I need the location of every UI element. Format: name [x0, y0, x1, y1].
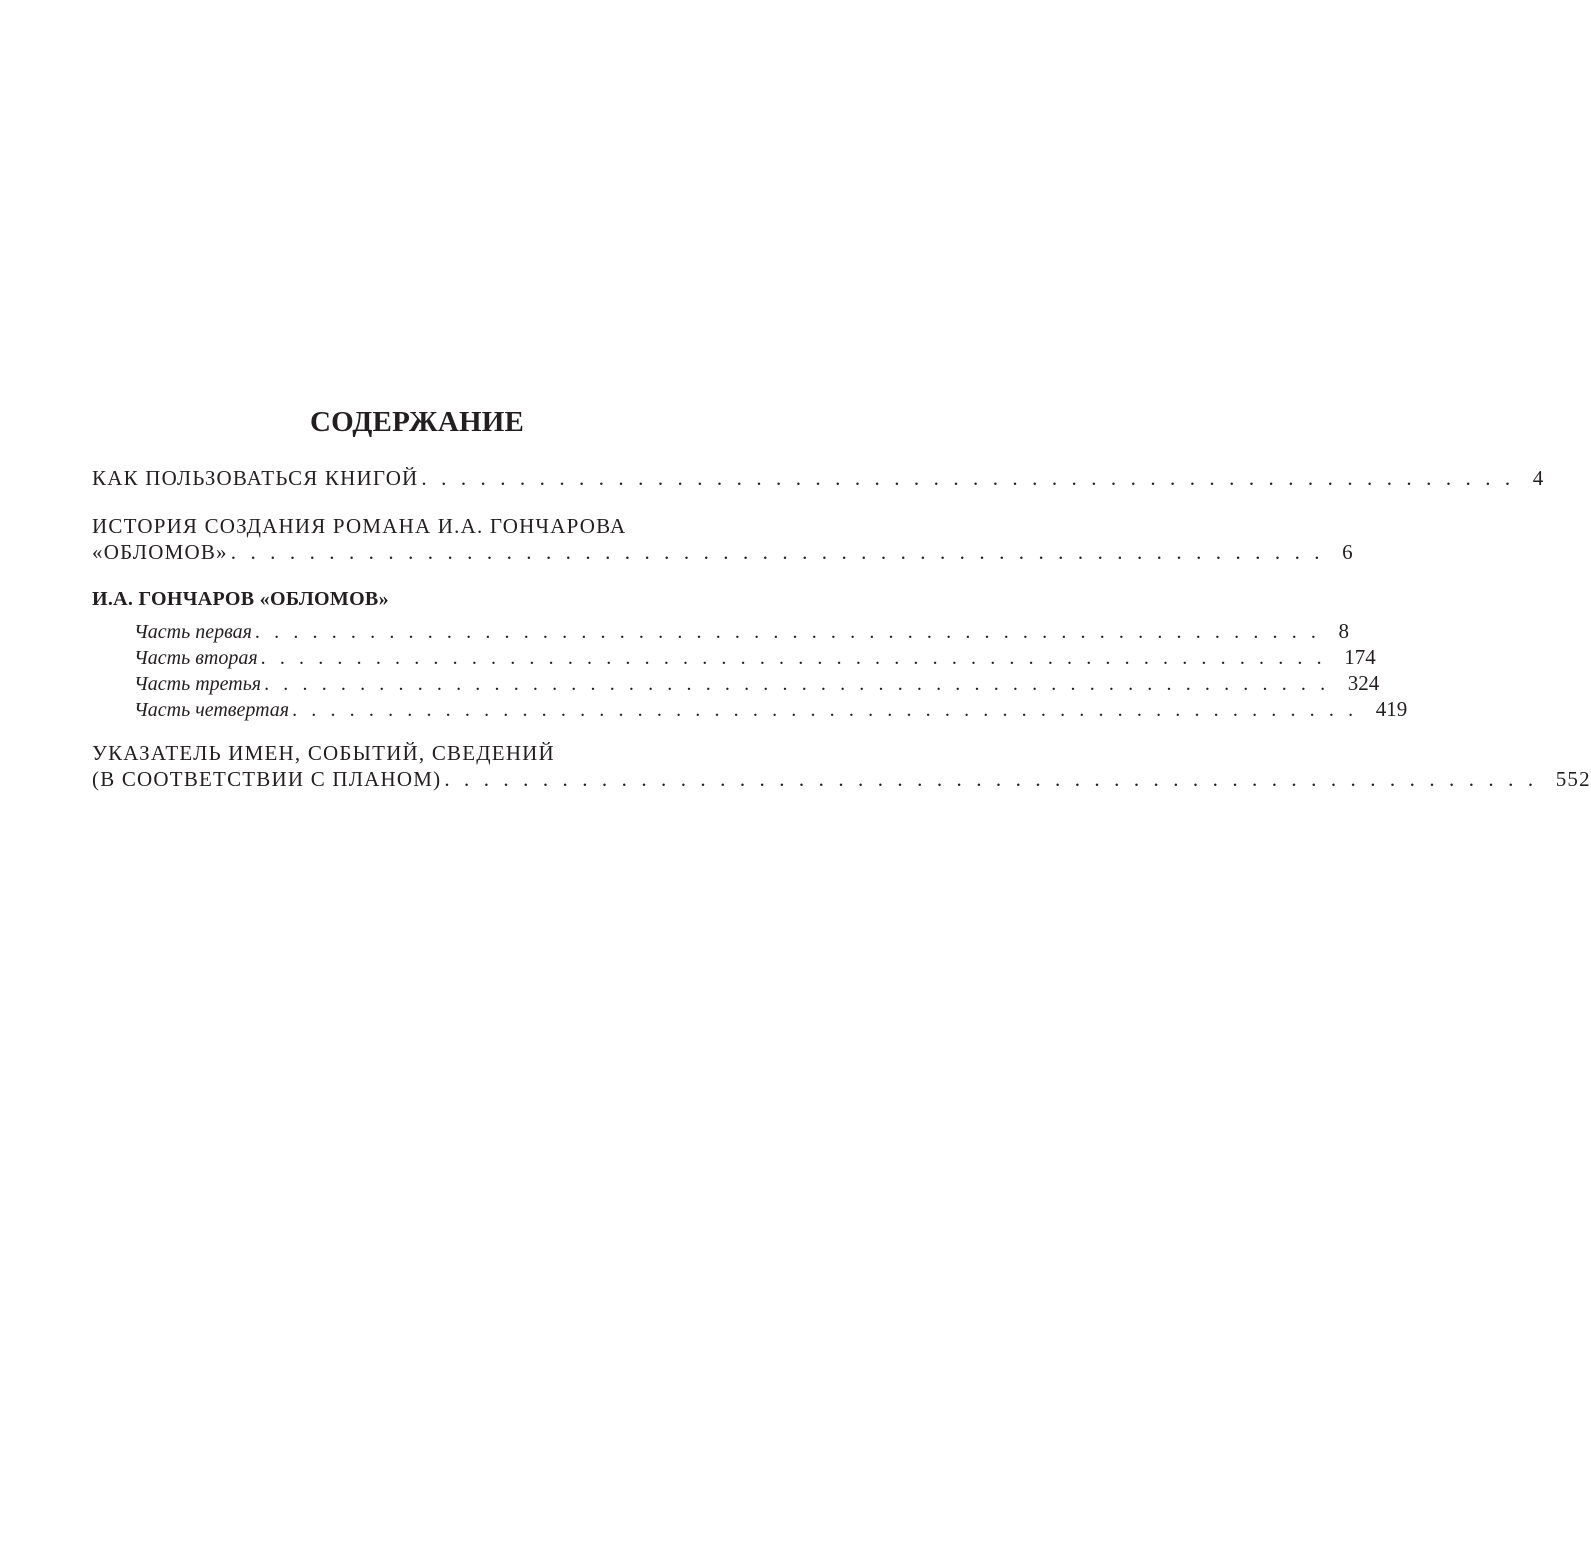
toc-entry-page: 6: [1342, 540, 1354, 564]
toc-entry-label: (В СООТВЕТСТВИИ С ПЛАНОМ): [92, 767, 442, 791]
dot-leader: . . . . . . . . . . . . . . . . . . . . . . . . . . . . . . . . . . . . . . . . . . . . . . . . . . . . . . . .: [264, 673, 1330, 695]
toc-entry-history[interactable]: [92, 540, 1354, 565]
toc-part-label: Часть четвертая: [134, 699, 290, 721]
dot-leader: . . . . . . . . . . . . . . . . . . . . . . . . . . . . . . . . . . . . . . . . . . . . . . . . . . . . . . . .: [230, 540, 1325, 564]
toc-part-page: 419: [1375, 697, 1408, 721]
dot-leader: . . . . . . . . . . . . . . . . . . . . . . . . . . . . . . . . . . . . . . . . . . . . . . . . . . . . . . . .: [254, 621, 1321, 643]
toc-entry-index-line1[interactable]: УКАЗАТЕЛЬ ИМЕН, СОБЫТИЙ, СВЕДЕНИЙ: [92, 741, 555, 765]
dot-leader: . . . . . . . . . . . . . . . . . . . . . . . . . . . . . . . . . . . . . . . . . . . . . . . . . . . . . . . .: [292, 699, 1358, 721]
toc-entry-index[interactable]: [92, 767, 1591, 792]
toc-section-heading[interactable]: И.А. ГОНЧАРОВ «ОБЛОМОВ»: [92, 588, 389, 610]
toc-part-4[interactable]: [134, 697, 1408, 722]
toc-part-page: 324: [1347, 671, 1380, 695]
toc-part-3[interactable]: [134, 671, 1380, 696]
toc-title: СОДЕРЖАНИЕ: [309, 406, 525, 438]
dot-leader: . . . . . . . . . . . . . . . . . . . . . . . . . . . . . . . . . . . . . . . . . . . . . . . . . . . . . . . .: [421, 466, 1515, 490]
toc-part-label: Часть вторая: [134, 647, 258, 669]
toc-entry-page: 552: [1555, 767, 1591, 791]
toc-entry-page: 4: [1532, 466, 1545, 490]
dot-leader: . . . . . . . . . . . . . . . . . . . . . . . . . . . . . . . . . . . . . . . . . . . . . . . . . . . . . . . .: [444, 767, 1538, 791]
toc-part-page: 8: [1338, 619, 1350, 643]
toc-part-label: Часть первая: [134, 621, 252, 643]
toc-entry-history-line1[interactable]: ИСТОРИЯ СОЗДАНИЯ РОМАНА И.А. ГОНЧАРОВА: [92, 514, 627, 538]
toc-part-1[interactable]: [134, 619, 1350, 644]
toc-part-label: Часть третья: [134, 673, 262, 695]
dot-leader: . . . . . . . . . . . . . . . . . . . . . . . . . . . . . . . . . . . . . . . . . . . . . . . . . . . . . . . .: [260, 647, 1327, 669]
toc-entry-label: «ОБЛОМОВ»: [92, 540, 228, 564]
toc-entry-how-to-use[interactable]: [92, 466, 1545, 491]
toc-entry-label: КАК ПОЛЬЗОВАТЬСЯ КНИГОЙ: [92, 466, 419, 490]
toc-part-2[interactable]: [134, 645, 1376, 670]
toc-part-page: 174: [1344, 645, 1376, 669]
